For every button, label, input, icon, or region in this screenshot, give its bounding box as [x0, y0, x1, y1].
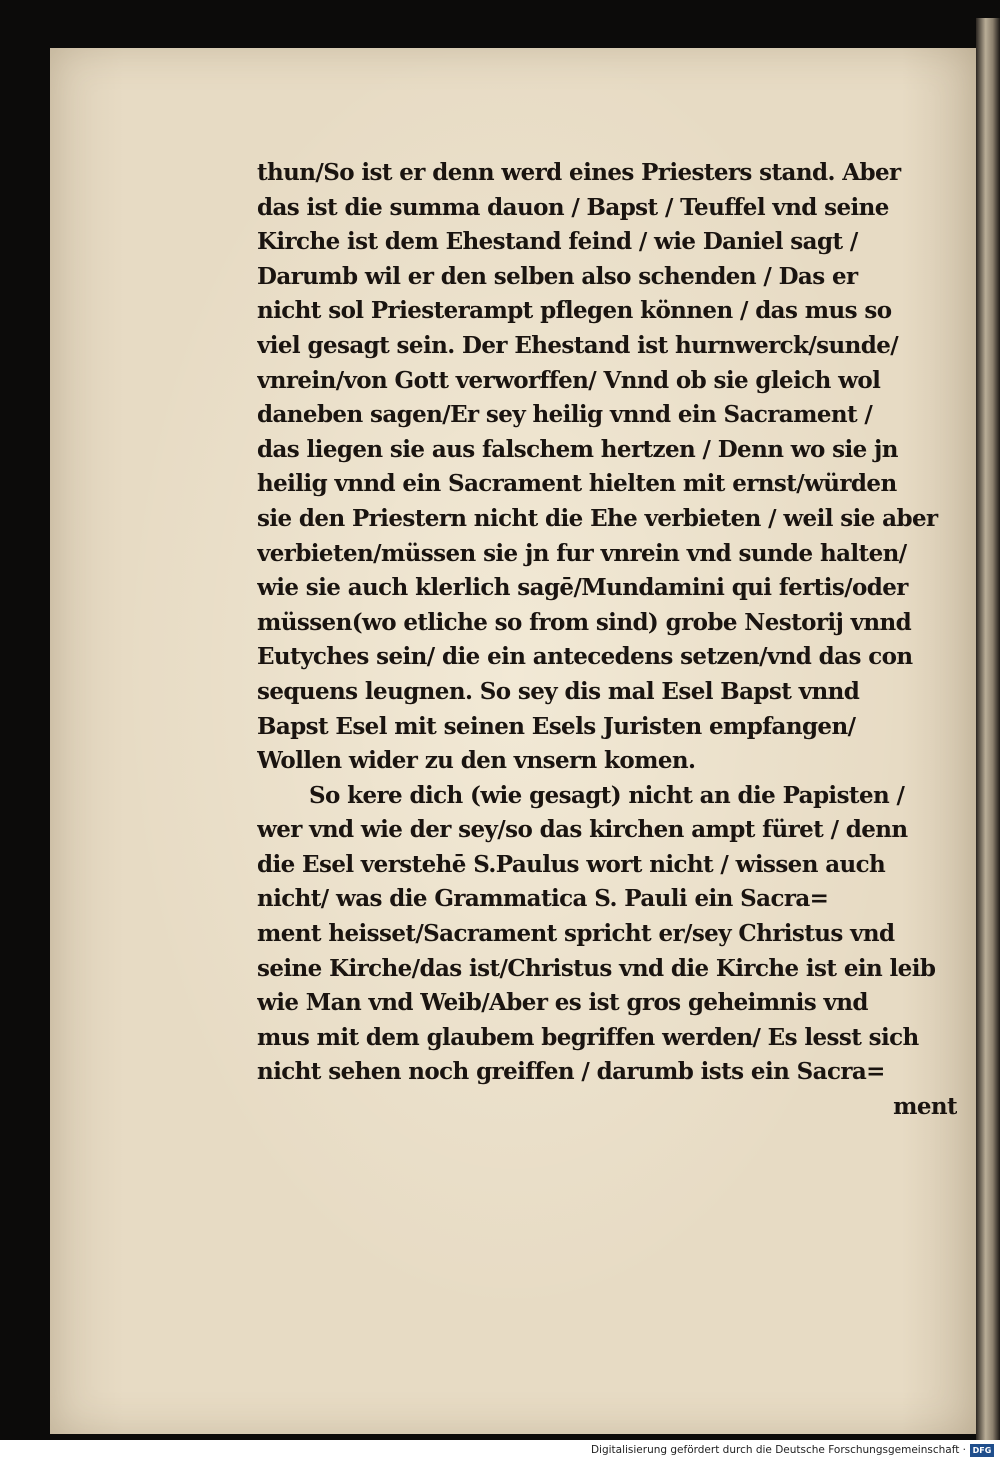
text-line: Eutyches sein/ die ein antecedens setzen/vnd das con	[257, 643, 913, 671]
text-line: ment heisset/Sacrament spricht er/sey Christus vnd	[257, 920, 895, 948]
text-line: das ist die summa dauon / Bapst / Teuffel vnd seine	[257, 193, 889, 221]
text-line: wie Man vnd Weib/Aber es ist gros geheimnis vnd	[257, 989, 868, 1017]
funding-notice: Digitalisierung gefördert durch die Deutsche Forschungsgemeinschaft ·	[590, 1444, 966, 1456]
text-line: Kirche ist dem Ehestand feind / wie Daniel sagt /	[257, 228, 858, 256]
text-line: sie den Priestern nicht die Ehe verbieten / weil sie aber	[257, 504, 938, 532]
page-edge	[976, 18, 1000, 1440]
text-line: das liegen sie aus falschem hertzen / Denn wo sie jn	[257, 435, 898, 463]
text-line: mus mit dem glaubem begriffen werden/ Es lesst sich	[257, 1023, 919, 1051]
text-line: seine Kirche/das ist/Christus vnd die Kirche ist ein leib	[257, 954, 936, 982]
text-line: wie sie auch klerlich sagē/Mundamini qui fertis/oder	[257, 574, 908, 602]
text-line: Darumb wil er den selben also schenden / Das er	[257, 262, 858, 290]
text-line: nicht sehen noch greiffen / darumb ists ein Sacra=	[257, 1058, 885, 1086]
text-line: heilig vnnd ein Sacrament hielten mit ernst/würden	[257, 470, 897, 498]
page-text	[257, 156, 957, 1125]
text-line: müssen(wo etliche so from sind) grobe Nestorij vnnd	[257, 608, 912, 636]
text-line: Wollen wider zu den vnsern komen.	[257, 747, 696, 775]
text-line: vnrein/von Gott verworffen/ Vnnd ob sie gleich wol	[257, 366, 881, 394]
text-line: die Esel verstehē S.Paulus wort nicht / wissen auch	[257, 850, 886, 878]
text-line: wer vnd wie der sey/so das kirchen ampt füret / denn	[257, 816, 908, 844]
text-line: So kere dich (wie gesagt) nicht an die Papisten /	[309, 781, 905, 809]
text-line: thun/So ist er denn werd eines Priesters stand. Aber	[257, 159, 901, 186]
text-line: viel gesagt sein. Der Ehestand ist hurnwerck/sunde/	[257, 331, 899, 359]
text-line: nicht/ was die Grammatica S. Pauli ein Sacra=	[257, 885, 829, 913]
text-line: sequens leugnen. So sey dis mal Esel Bapst vnnd	[257, 677, 860, 705]
text-line: Bapst Esel mit seinen Esels Juristen empfangen/	[257, 712, 856, 740]
catchword: ment	[893, 1093, 957, 1121]
footer-bar	[0, 1440, 1000, 1463]
text-line: nicht sol Priesterampt pflegen können / das mus so	[257, 297, 892, 325]
dfg-logo[interactable]: DFG	[970, 1444, 994, 1457]
text-line: verbieten/müssen sie jn fur vnrein vnd sunde halten/	[257, 539, 907, 567]
text-line: daneben sagen/Er sey heilig vnnd ein Sacrament /	[257, 401, 873, 429]
